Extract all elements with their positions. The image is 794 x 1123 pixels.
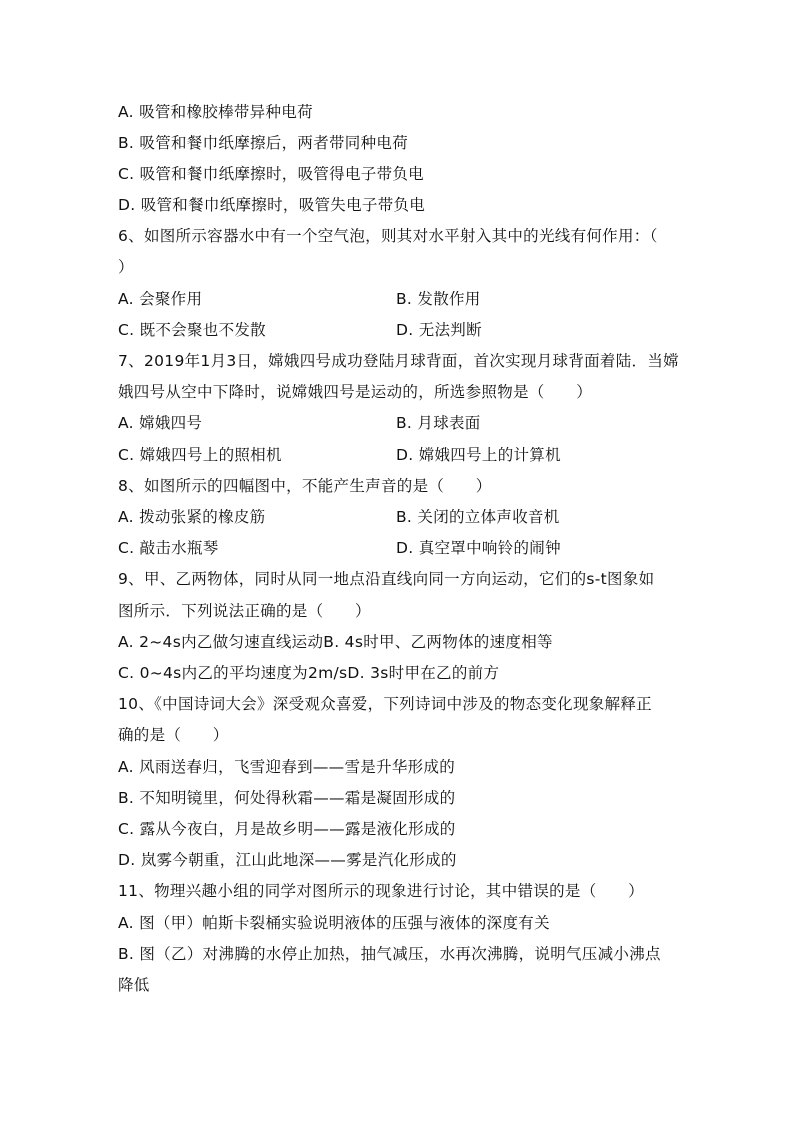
q9-stem-line2: 图所示．下列说法正确的是（ ） [118, 602, 371, 620]
q8-option-a: A. 拨动张紧的橡皮筋 [118, 508, 266, 526]
q7-option-b: B. 月球表面 [396, 414, 481, 432]
q10-option-b: B. 不知明镜里，何处得秋霜——霜是凝固形成的 [118, 789, 456, 807]
q10-option-d: D. 岚雾今朝重，江山此地深——雾是汽化形成的 [118, 851, 457, 869]
q7-stem-line1: 7、2019年1月3日，嫦娥四号成功登陆月球背面，首次实现月球背面着陆．当嫦 [118, 352, 679, 370]
q10-stem-line2: 确的是（ ） [118, 726, 229, 744]
q7-option-c: C. 嫦娥四号上的照相机 [118, 446, 282, 464]
q9-options-ab: A. 2~4s内乙做匀速直线运动B. 4s时甲、乙两物体的速度相等 [118, 633, 553, 651]
q6-option-a: A. 会聚作用 [118, 290, 203, 308]
q7-stem-line2: 娥四号从空中下降时，说嫦娥四号是运动的，所选参照物是（ ） [118, 383, 593, 401]
q6-stem-line2: ） [118, 258, 134, 276]
q10-stem-line1: 10、《中国诗词大会》深受观众喜爱，下列诗词中涉及的物态变化现象解释正 [118, 695, 652, 713]
q6-stem-line1: 6、如图所示容器水中有一个空气泡，则其对水平射入其中的光线有何作用：（ [118, 227, 658, 245]
q5-option-d: D. 吸管和餐巾纸摩擦时，吸管失电子带负电 [118, 196, 426, 214]
q8-option-d: D. 真空罩中响铃的闹钟 [396, 539, 561, 557]
q8-option-c: C. 敲击水瓶琴 [118, 539, 219, 557]
q9-options-cd: C. 0~4s内乙的平均速度为2m/sD. 3s时甲在乙的前方 [118, 664, 500, 682]
q7-option-a: A. 嫦娥四号 [118, 414, 203, 432]
q5-option-a: A. 吸管和橡胶棒带异种电荷 [118, 103, 313, 121]
q11-option-b-line2: 降低 [118, 976, 150, 994]
q8-option-b: B. 关闭的立体声收音机 [396, 508, 560, 526]
q6-option-b: B. 发散作用 [396, 290, 481, 308]
q9-stem-line1: 9、甲、乙两物体，同时从同一地点沿直线向同一方向运动，它们的s-t图象如 [118, 570, 655, 588]
q10-option-a: A. 风雨送春归，飞雪迎春到——雪是升华形成的 [118, 758, 456, 776]
q6-option-d: D. 无法判断 [396, 321, 482, 339]
q5-option-b: B. 吸管和餐巾纸摩擦后，两者带同种电荷 [118, 134, 408, 152]
q11-stem-line1: 11、物理兴趣小组的同学对图所示的现象进行讨论，其中错误的是（ ） [118, 882, 644, 900]
q7-option-d: D. 嫦娥四号上的计算机 [396, 446, 561, 464]
q8-stem-line1: 8、如图所示的四幅图中，不能产生声音的是（ ） [118, 477, 492, 495]
q6-option-c: C. 既不会聚也不发散 [118, 321, 266, 339]
q11-option-a: A. 图（甲）帕斯卡裂桶实验说明液体的压强与液体的深度有关 [118, 914, 550, 932]
q10-option-c: C. 露从今夜白，月是故乡明——露是液化形成的 [118, 820, 456, 838]
q11-option-b-line1: B. 图（乙）对沸腾的水停止加热，抽气减压，水再次沸腾，说明气压减小沸点 [118, 945, 661, 963]
q5-option-c: C. 吸管和餐巾纸摩擦时，吸管得电子带负电 [118, 165, 424, 183]
